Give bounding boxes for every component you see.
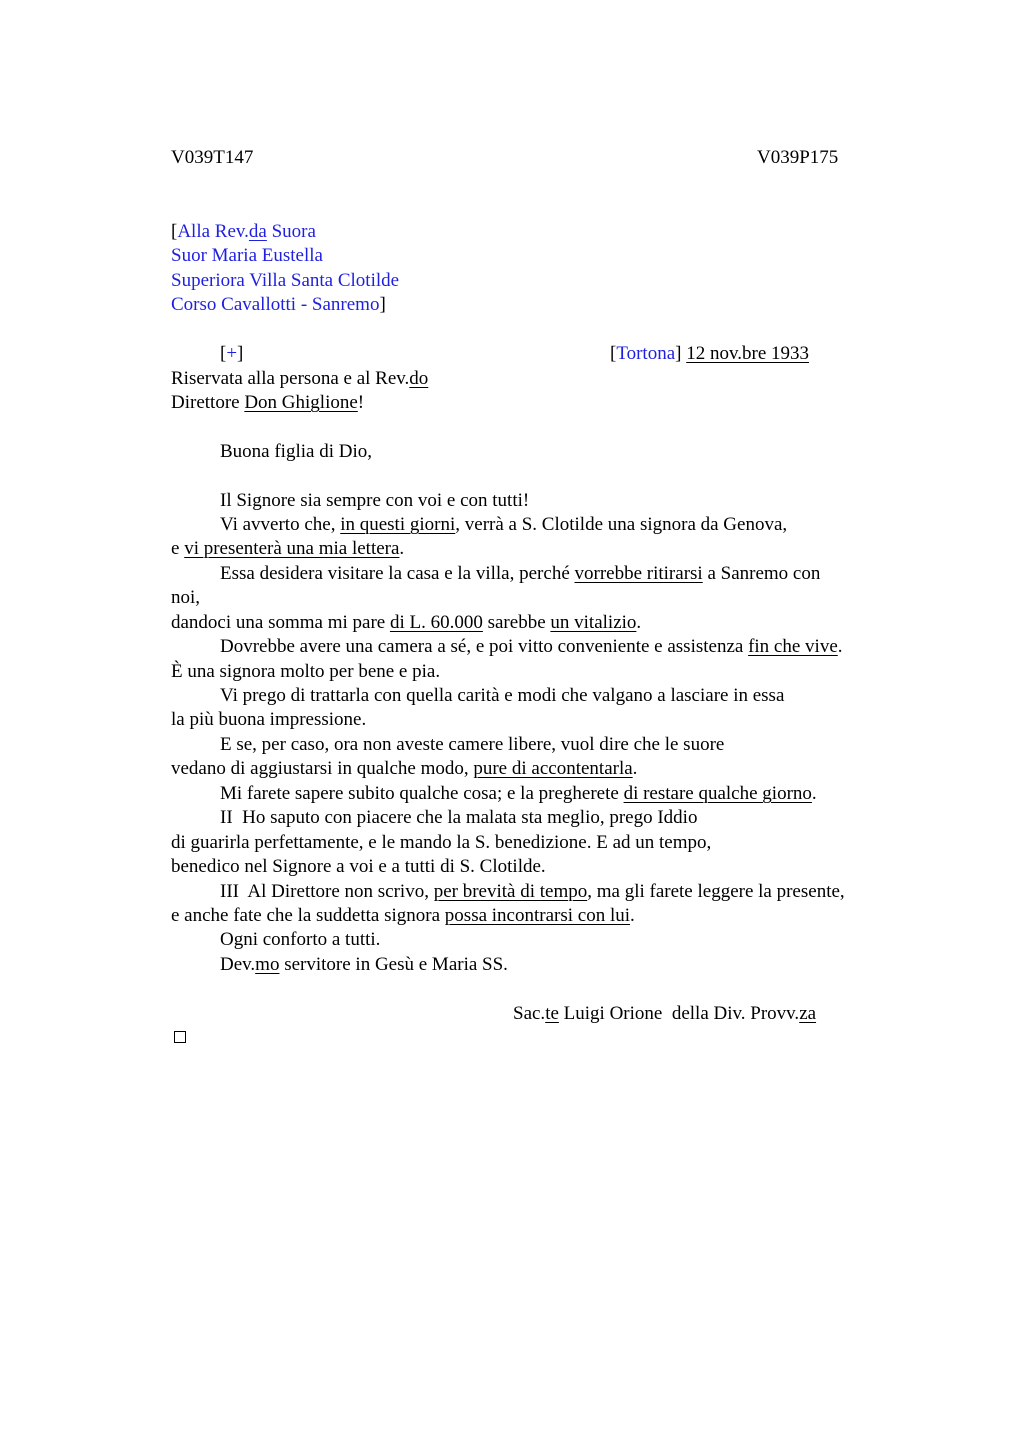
reserved-line-2-c: ! (357, 392, 365, 413)
address-line-1-c: Suora (266, 221, 316, 242)
body-line-6-b: di L. 60.000 (389, 612, 483, 633)
address-line-1-a: Alla Rev. (177, 221, 249, 242)
body-line-8: È una signora molto per bene e pia. (171, 661, 441, 682)
address-line-4-text: Corso Cavallotti - Sanremo (171, 294, 380, 315)
body-line-4-a: Essa desidera visitare la casa e la villa, perché (220, 563, 575, 584)
body-line-7-b: fin che vive (748, 636, 838, 657)
body-line-11: E se, per caso, ora non aveste camere libere, vuol dire che le suore (220, 734, 725, 755)
body-line-6-a: dandoci una somma mi pare (171, 612, 390, 633)
body-line-18-c: . (630, 905, 635, 926)
body-line-7-a: Dovrebbe avere una camera a sé, e poi vitto conveniente e assistenza (220, 636, 749, 657)
body-line-12 (171, 758, 637, 780)
body-line-18-b: possa incontrarsi con lui (444, 905, 631, 926)
body-line-13-b: di restare qualche giorno (623, 783, 812, 804)
reserved-line-2-a: Direttore (171, 392, 245, 413)
signature-d: za (799, 1003, 817, 1024)
reserved-line-2 (171, 392, 364, 414)
address-line-2: Suor Maria Eustella (171, 245, 323, 266)
reserved-line-1-b: do (409, 368, 429, 389)
body-line-13-a: Mi farete sapere subito qualche cosa; e la pregherete (220, 783, 624, 804)
body-line-6-d: un vitalizio (550, 612, 637, 633)
reserved-line-1 (171, 368, 428, 390)
body-line-3-b: vi presenterà una mia lettera (184, 538, 400, 559)
reserved-line-2-b: Don Ghiglione (244, 392, 358, 413)
body-line-7 (220, 636, 843, 658)
date: 12 nov.bre 1933 (686, 343, 810, 364)
body-line-3-c: . (399, 538, 405, 559)
body-line-18 (171, 905, 635, 927)
cross-mark: [+] (220, 343, 244, 364)
signature-a: Sac. (513, 1003, 546, 1024)
body-line-4 (220, 563, 820, 585)
body-line-15: di guarirla perfettamente, e le mando la S. benedizione. E ad un tempo, (171, 832, 712, 853)
body-line-13-c: . (811, 783, 817, 804)
body-line-7-c: . (837, 636, 843, 657)
body-line-2 (220, 514, 787, 536)
body-line-5: noi, (171, 587, 201, 608)
address-line-3: Superiora Villa Santa Clotilde (171, 270, 400, 291)
signature-b: te (545, 1003, 559, 1024)
signature (513, 1003, 816, 1025)
body-line-12-b: pure di accontentarla (473, 758, 633, 779)
body-line-20-b: mo (255, 954, 280, 975)
address-line-4: Corso Cavallotti - Sanremo] (171, 294, 386, 315)
place: Tortona (616, 343, 676, 364)
body-line-3 (171, 538, 404, 560)
body-line-3-a: e (171, 538, 185, 559)
reserved-line-1-a: Riservata alla persona e al Rev. (171, 368, 410, 389)
header-right-code: V039P175 (757, 147, 839, 168)
address-line-1-b: da (248, 221, 267, 242)
body-line-4-b: vorrebbe ritirarsi (574, 563, 703, 584)
header-left-code: V039T147 (171, 147, 254, 168)
body-line-20 (220, 954, 508, 976)
body-line-13 (220, 783, 817, 805)
body-line-2-b: in questi giorni (340, 514, 456, 535)
body-line-17-a: III Al Direttore non scrivo, (220, 881, 434, 902)
body-line-17 (220, 881, 845, 903)
body-line-18-a: e anche fate che la suddetta signora (171, 905, 445, 926)
signature-c: Luigi Orione della Div. Provv. (558, 1003, 800, 1024)
body-line-20-a: Dev. (220, 954, 256, 975)
body-line-16: benedico nel Signore a voi e a tutti di S. Clotilde. (171, 856, 546, 877)
place-date: [Tortona] 12 nov.bre 1933 (610, 343, 810, 364)
body-line-12-c: . (632, 758, 638, 779)
body-line-6 (171, 612, 641, 634)
body-line-14: II Ho saputo con piacere che la malata sta meglio, prego Iddio (220, 807, 698, 828)
body-line-6-c: sarebbe (482, 612, 551, 633)
body-line-1: Il Signore sia sempre con voi e con tutti! (220, 490, 530, 511)
body-line-2-a: Vi avverto che, (220, 514, 341, 535)
cross-icon: + (226, 343, 238, 364)
body-line-6-e: . (636, 612, 642, 633)
address-line-1: [Alla Rev.da Suora (171, 221, 316, 242)
body-line-17-c: , ma gli farete leggere la presente, (587, 881, 845, 902)
salutation: Buona figlia di Dio, (220, 441, 372, 462)
body-line-2-c: , verrà a S. Clotilde una signora da Genova, (455, 514, 788, 535)
body-line-12-a: vedano di aggiustarsi in qualche modo, (171, 758, 474, 779)
body-line-19: Ogni conforto a tutti. (220, 929, 381, 950)
body-line-17-b: per brevità di tempo (433, 881, 588, 902)
body-line-10: la più buona impressione. (171, 709, 367, 730)
empty-square-icon (174, 1031, 186, 1043)
body-line-20-c: servitore in Gesù e Maria SS. (279, 954, 508, 975)
body-line-4-c: a Sanremo con (702, 563, 821, 584)
body-line-9: Vi prego di trattarla con quella carità e modi che valgano a lasciare in essa (220, 685, 785, 706)
